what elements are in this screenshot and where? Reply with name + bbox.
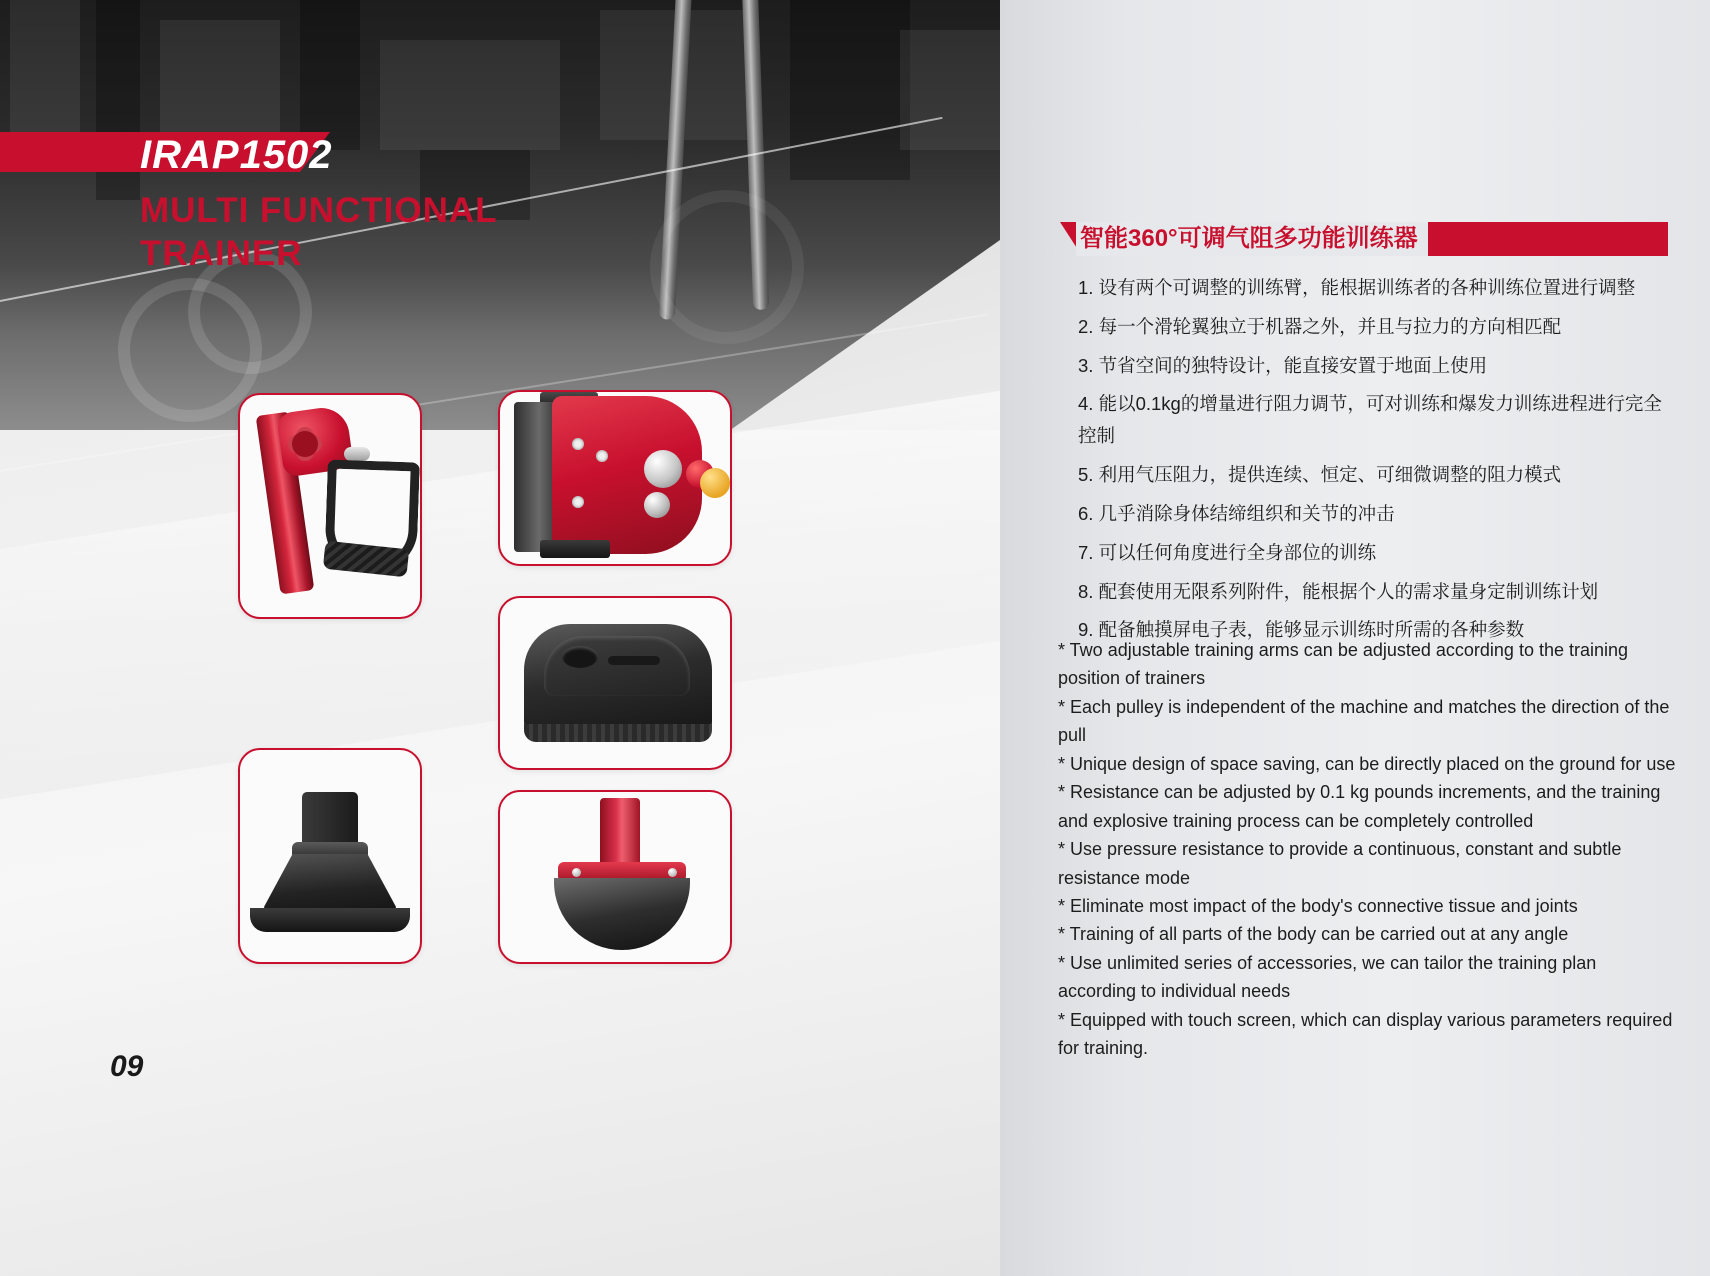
foot-stem	[302, 792, 358, 848]
feature-item-en: * Resistance can be adjusted by 0.1 kg pounds increments, and the training and explosive training process can be completely controlled	[1058, 782, 1661, 831]
detail-photo-red-post-base	[498, 790, 732, 964]
yellow-lock-pin	[700, 468, 730, 498]
feature-item: 4. 能以0.1kg的增量进行阻力调节，可对训练和爆发力训练进程进行完全控制	[1078, 393, 1662, 447]
feature-item-en: * Two adjustable training arms can be adjusted according to the training position of trainers	[1058, 640, 1629, 689]
bolt-pattern	[292, 431, 318, 457]
base-screw	[572, 868, 581, 877]
detail-photo-pulley	[498, 390, 732, 566]
right-text-panel	[1000, 0, 1710, 1276]
heading-label: 智能360°可调气阻多功能训练器	[1076, 222, 1428, 256]
feature-item: 7. 可以任何角度进行全身部位的训练	[1078, 541, 1377, 563]
gym-ring-shadow	[650, 190, 804, 344]
feature-item-en: * Use pressure resistance to provide a continuous, constant and subtle resistance mode	[1058, 839, 1622, 888]
mount-plate	[514, 402, 556, 552]
pad-face	[544, 636, 690, 696]
pulley-hole	[572, 496, 584, 508]
feature-item: 2. 每一个滑轮翼独立于机器之外，并且与拉力的方向相匹配	[1078, 315, 1562, 337]
handle-illustration	[240, 395, 420, 617]
pad-ribbed-base	[524, 724, 712, 742]
detail-photo-handle-grip	[238, 393, 422, 619]
feature-item-en: * Use unlimited series of accessories, we can tailor the training plan according to individual needs	[1058, 952, 1597, 1002]
feature-item: 3. 节省空间的独特设计，能直接安置于地面上使用	[1078, 354, 1488, 376]
pulley-illustration	[500, 392, 730, 564]
red-post	[600, 798, 640, 872]
product-model-code: IRAP1502	[140, 133, 333, 177]
feature-item-en: * Eliminate most impact of the body's connective tissue and joints	[1058, 895, 1578, 916]
product-title-line-1: MULTI FUNCTIONAL	[140, 191, 498, 230]
detail-photo-pad-cover	[498, 596, 732, 770]
base-screw	[668, 868, 677, 877]
feature-item: 1. 设有两个可调整的训练臂，能根据训练者的各种训练位置进行调整	[1078, 277, 1636, 298]
product-title-line-2: TRAINER	[140, 233, 303, 273]
features-list-english	[1058, 636, 1676, 1063]
pad-illustration	[500, 598, 730, 768]
feature-item-en: * Training of all parts of the body can be carried out at any angle	[1058, 924, 1569, 945]
post-base-illustration	[500, 792, 730, 962]
pulley-hole	[572, 438, 584, 450]
wall-block	[160, 20, 280, 140]
feature-item: 8. 配套使用无限系列附件，能根据个人的需求量身定制训练计划	[1078, 580, 1599, 602]
adjustment-knob	[644, 450, 682, 488]
feature-item-en: * Each pulley is independent of the machine and matches the direction of the pull	[1058, 696, 1670, 746]
feature-item: 5. 利用气压阻力，提供连续、恒定、可细微调整的阻力模式	[1078, 464, 1562, 486]
wall-block	[300, 0, 360, 150]
product-title	[140, 190, 620, 275]
foot-plate	[250, 908, 410, 932]
text-content-wrapper	[1048, 0, 1678, 1276]
detail-photo-base-foot	[238, 748, 422, 964]
page-number: 09	[110, 1050, 144, 1083]
carabiner-clip	[344, 447, 370, 461]
dome-base	[554, 878, 690, 950]
pad-slot	[608, 656, 660, 665]
features-list-chinese	[1078, 272, 1678, 653]
foot-illustration	[240, 750, 420, 962]
wall-block	[900, 30, 1000, 150]
secondary-knob	[644, 492, 670, 518]
pulley-hole	[596, 450, 608, 462]
feature-item-en: * Unique design of space saving, can be directly placed on the ground for use	[1058, 753, 1676, 774]
wall-block	[380, 40, 560, 150]
feature-item: 9. 配备触摸屏电子表，能够显示训练时所需的各种参数	[1078, 619, 1525, 641]
section-heading	[1060, 222, 1668, 256]
wall-block	[790, 0, 910, 180]
pulley-bottom-bracket	[540, 540, 610, 558]
feature-item-en: * Equipped with touch screen, which can display various parameters required for training.	[1058, 1009, 1673, 1059]
feature-item: 6. 几乎消除身体结缔组织和关节的冲击	[1078, 502, 1395, 524]
pad-opening	[562, 646, 598, 668]
